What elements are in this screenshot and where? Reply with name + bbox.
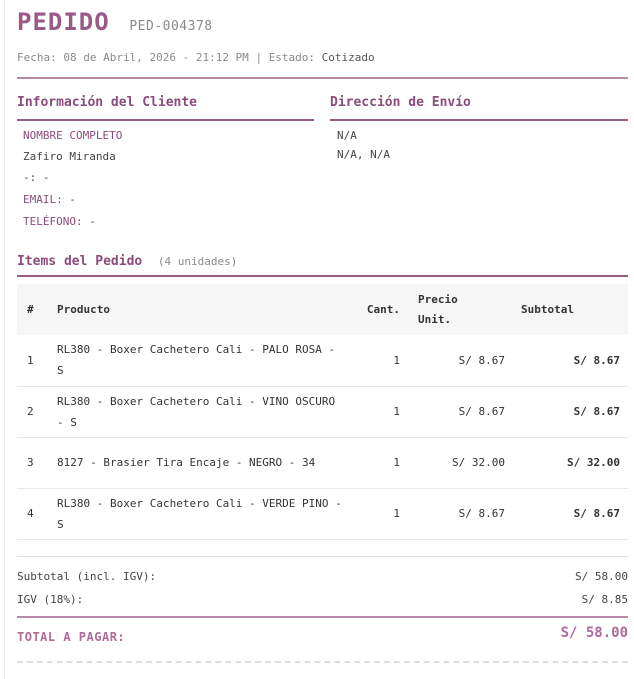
items-count: (4 unidades) <box>157 255 238 268</box>
row-index: 1 <box>17 335 57 386</box>
col-subtotal: Subtotal <box>521 302 574 316</box>
table-row <box>17 386 628 437</box>
title-row <box>17 8 213 36</box>
summary-igv-value: S/ 8.85 <box>581 593 628 606</box>
row-qty: 1 <box>347 488 400 539</box>
customer-phone-label: TELÉFONO: <box>23 215 83 228</box>
row-subtotal: S/ 8.67 <box>505 386 628 437</box>
row-index: 4 <box>17 488 57 539</box>
total-divider <box>17 616 628 618</box>
row-product: RL380 - Boxer Cachetero Cali - VINO OSCURO - S <box>57 386 347 437</box>
items-header-row <box>17 284 628 335</box>
row-unit-price: S/ 8.67 <box>400 335 505 386</box>
summary-divider <box>17 556 628 557</box>
col-qty: Cant. <box>366 302 400 316</box>
shipping-heading: Dirección de Envío <box>330 95 471 110</box>
row-qty: 1 <box>347 437 400 488</box>
page-title: PEDIDO <box>17 8 110 36</box>
status-label: Estado: <box>268 51 316 64</box>
customer-email-value: - <box>69 193 76 206</box>
col-product: Producto <box>57 302 110 316</box>
row-index: 3 <box>17 437 57 488</box>
items-heading: Items del Pedido <box>17 254 143 269</box>
table-row <box>17 335 628 386</box>
total-label: TOTAL A PAGAR: <box>17 630 126 644</box>
row-index: 2 <box>17 386 57 437</box>
row-product: 8127 - Brasier Tira Encaje - NEGRO - 34 <box>57 437 347 488</box>
order-id: PED-004378 <box>129 19 213 34</box>
customer-email-label: EMAIL: <box>23 193 63 206</box>
row-qty: 1 <box>347 386 400 437</box>
table-row <box>17 488 628 539</box>
table-row <box>17 437 628 488</box>
items-table <box>17 284 628 540</box>
meta-separator: | <box>255 51 263 64</box>
customer-phone-row <box>23 215 96 228</box>
col-unit-price-line-1: Precio <box>418 292 458 306</box>
shipping-line-1: N/A <box>337 129 357 142</box>
row-qty: 1 <box>347 335 400 386</box>
date-value: 08 de Abril, 2026 - 21:12 PM <box>63 51 249 64</box>
order-meta <box>17 51 375 64</box>
summary-igv-row <box>17 593 628 606</box>
customer-doc-label: -: <box>23 171 37 184</box>
row-subtotal: S/ 8.67 <box>505 335 628 386</box>
row-subtotal: S/ 32.00 <box>505 437 628 488</box>
customer-phone-value: - <box>89 215 96 228</box>
header-divider <box>17 77 628 79</box>
total-value: S/ 58.00 <box>560 625 628 641</box>
customer-email-row <box>23 193 76 206</box>
status-value: Cotizado <box>321 51 375 64</box>
left-edge-rule <box>4 0 5 679</box>
col-index: # <box>27 302 34 316</box>
col-unit-price <box>400 284 505 335</box>
shipping-line-2: N/A, N/A <box>337 148 390 161</box>
row-subtotal: S/ 8.67 <box>505 488 628 539</box>
items-heading-rule <box>17 275 628 277</box>
shipping-heading-rule <box>330 119 628 121</box>
summary-subtotal-label: Subtotal (incl. IGV): <box>17 570 157 583</box>
row-unit-price: S/ 32.00 <box>400 437 505 488</box>
summary-subtotal-row <box>17 570 628 583</box>
summary-subtotal-value: S/ 58.00 <box>575 570 628 583</box>
customer-heading-rule <box>17 119 314 121</box>
items-heading-row <box>17 250 237 269</box>
customer-heading: Información del Cliente <box>17 95 198 110</box>
customer-name-value: Zafiro Miranda <box>23 150 116 163</box>
summary-igv-label: IGV (18%): <box>17 593 84 606</box>
row-unit-price: S/ 8.67 <box>400 488 505 539</box>
footer-dashed-divider <box>17 661 628 663</box>
customer-doc-value: - <box>42 171 50 184</box>
customer-name-label: NOMBRE COMPLETO <box>23 129 123 142</box>
customer-doc-row <box>23 171 50 184</box>
total-row <box>17 626 628 645</box>
row-product: RL380 - Boxer Cachetero Cali - PALO ROSA - S <box>57 335 347 386</box>
col-unit-price-line-2: Unit. <box>418 312 452 326</box>
row-product: RL380 - Boxer Cachetero Cali - VERDE PINO - S <box>57 488 347 539</box>
date-label: Fecha: <box>17 51 57 64</box>
row-unit-price: S/ 8.67 <box>400 386 505 437</box>
